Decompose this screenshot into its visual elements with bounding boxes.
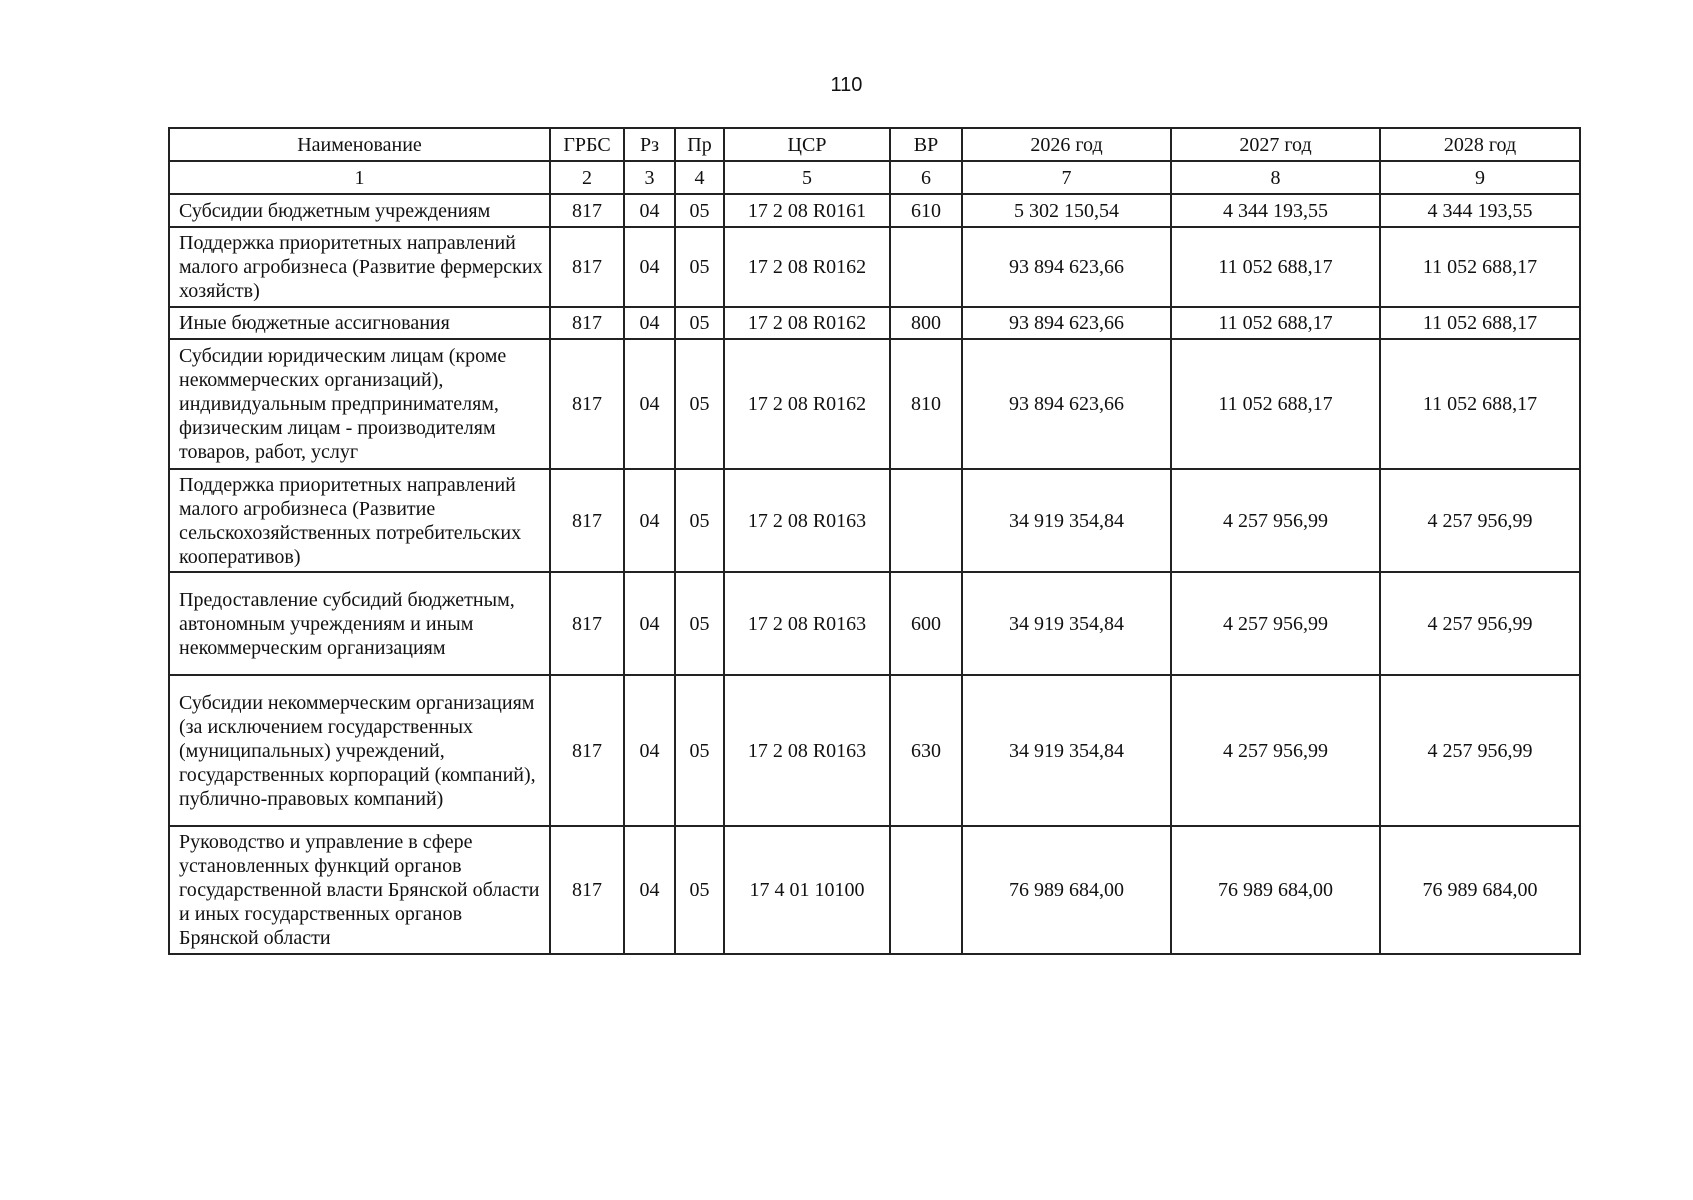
table-row	[169, 194, 1580, 227]
cell-2027: 4 257 956,99	[1171, 572, 1380, 675]
cell-rz: 04	[624, 675, 675, 826]
table-row	[169, 469, 1580, 572]
header-rz: Рз	[624, 128, 675, 161]
cell-csr: 17 2 08 R0163	[724, 572, 890, 675]
cell-rz: 04	[624, 307, 675, 339]
header-2027: 2027 год	[1171, 128, 1380, 161]
cell-rz: 04	[624, 826, 675, 954]
cell-2027: 11 052 688,17	[1171, 339, 1380, 469]
cell-2026: 34 919 354,84	[962, 469, 1171, 572]
cell-rz: 04	[624, 227, 675, 307]
cell-name: Руководство и управление в сфере установленных функций органов государственной власти Брянской области и иных государственных органов Брянской области	[169, 826, 550, 954]
column-number: 9	[1380, 161, 1580, 194]
cell-grbs: 817	[550, 826, 624, 954]
cell-vr	[890, 826, 962, 954]
cell-name: Субсидии юридическим лицам (кроме некоммерческих организаций), индивидуальным предпринимателям, физическим лицам - производителям товаров, работ, услуг	[169, 339, 550, 469]
column-number: 5	[724, 161, 890, 194]
cell-csr: 17 2 08 R0162	[724, 339, 890, 469]
header-grbs: ГРБС	[550, 128, 624, 161]
cell-2028: 76 989 684,00	[1380, 826, 1580, 954]
column-number: 4	[675, 161, 724, 194]
cell-csr: 17 2 08 R0163	[724, 675, 890, 826]
cell-grbs: 817	[550, 339, 624, 469]
cell-name: Поддержка приоритетных направлений малого агробизнеса (Развитие сельскохозяйственных потребительских кооперативов)	[169, 469, 550, 572]
cell-rz: 04	[624, 194, 675, 227]
table-row	[169, 826, 1580, 954]
cell-vr: 810	[890, 339, 962, 469]
cell-2026: 93 894 623,66	[962, 307, 1171, 339]
cell-2027: 11 052 688,17	[1171, 227, 1380, 307]
cell-csr: 17 2 08 R0162	[724, 307, 890, 339]
cell-grbs: 817	[550, 307, 624, 339]
header-vr: ВР	[890, 128, 962, 161]
cell-pr: 05	[675, 826, 724, 954]
cell-grbs: 817	[550, 675, 624, 826]
cell-pr: 05	[675, 469, 724, 572]
table-body	[169, 194, 1580, 954]
cell-name: Иные бюджетные ассигнования	[169, 307, 550, 339]
cell-pr: 05	[675, 675, 724, 826]
cell-grbs: 817	[550, 469, 624, 572]
cell-name: Субсидии бюджетным учреждениям	[169, 194, 550, 227]
cell-2028: 4 257 956,99	[1380, 572, 1580, 675]
numbering-row	[169, 161, 1580, 194]
table-row	[169, 339, 1580, 469]
cell-rz: 04	[624, 572, 675, 675]
cell-2028: 11 052 688,17	[1380, 307, 1580, 339]
header-csr: ЦСР	[724, 128, 890, 161]
cell-2026: 34 919 354,84	[962, 572, 1171, 675]
cell-csr: 17 2 08 R0162	[724, 227, 890, 307]
cell-vr: 800	[890, 307, 962, 339]
cell-pr: 05	[675, 572, 724, 675]
cell-name: Поддержка приоритетных направлений малого агробизнеса (Развитие фермерских хозяйств)	[169, 227, 550, 307]
column-number: 6	[890, 161, 962, 194]
column-number: 2	[550, 161, 624, 194]
column-number: 1	[169, 161, 550, 194]
column-number: 8	[1171, 161, 1380, 194]
cell-vr: 600	[890, 572, 962, 675]
header-2028: 2028 год	[1380, 128, 1580, 161]
header-2026: 2026 год	[962, 128, 1171, 161]
cell-2026: 76 989 684,00	[962, 826, 1171, 954]
cell-grbs: 817	[550, 194, 624, 227]
cell-vr: 630	[890, 675, 962, 826]
cell-2027: 4 257 956,99	[1171, 675, 1380, 826]
header-name: Наименование	[169, 128, 550, 161]
cell-grbs: 817	[550, 227, 624, 307]
cell-2027: 4 257 956,99	[1171, 469, 1380, 572]
cell-csr: 17 2 08 R0163	[724, 469, 890, 572]
cell-pr: 05	[675, 307, 724, 339]
table-row	[169, 307, 1580, 339]
cell-name: Субсидии некоммерческим организациям (за исключением государственных (муниципальных) учреждений, государственных корпораций (компаний), публично-правовых компаний)	[169, 675, 550, 826]
cell-2027: 76 989 684,00	[1171, 826, 1380, 954]
column-number: 7	[962, 161, 1171, 194]
cell-2027: 4 344 193,55	[1171, 194, 1380, 227]
cell-2026: 93 894 623,66	[962, 227, 1171, 307]
cell-2026: 93 894 623,66	[962, 339, 1171, 469]
table-row	[169, 227, 1580, 307]
table-row	[169, 675, 1580, 826]
cell-pr: 05	[675, 194, 724, 227]
cell-2028: 4 344 193,55	[1380, 194, 1580, 227]
cell-2026: 34 919 354,84	[962, 675, 1171, 826]
cell-pr: 05	[675, 227, 724, 307]
cell-2028: 11 052 688,17	[1380, 227, 1580, 307]
cell-vr	[890, 227, 962, 307]
cell-name: Предоставление субсидий бюджетным, автономным учреждениям и иным некоммерческим организациям	[169, 572, 550, 675]
header-row	[169, 128, 1580, 161]
cell-2028: 11 052 688,17	[1380, 339, 1580, 469]
cell-pr: 05	[675, 339, 724, 469]
page-number: 110	[830, 74, 863, 96]
cell-csr: 17 4 01 10100	[724, 826, 890, 954]
cell-vr: 610	[890, 194, 962, 227]
cell-2028: 4 257 956,99	[1380, 469, 1580, 572]
cell-2027: 11 052 688,17	[1171, 307, 1380, 339]
header-pr: Пр	[675, 128, 724, 161]
cell-csr: 17 2 08 R0161	[724, 194, 890, 227]
column-number: 3	[624, 161, 675, 194]
cell-rz: 04	[624, 469, 675, 572]
cell-2026: 5 302 150,54	[962, 194, 1171, 227]
budget-table	[168, 127, 1581, 955]
cell-vr	[890, 469, 962, 572]
cell-rz: 04	[624, 339, 675, 469]
table-row	[169, 572, 1580, 675]
cell-grbs: 817	[550, 572, 624, 675]
table-header	[169, 128, 1580, 194]
cell-2028: 4 257 956,99	[1380, 675, 1580, 826]
